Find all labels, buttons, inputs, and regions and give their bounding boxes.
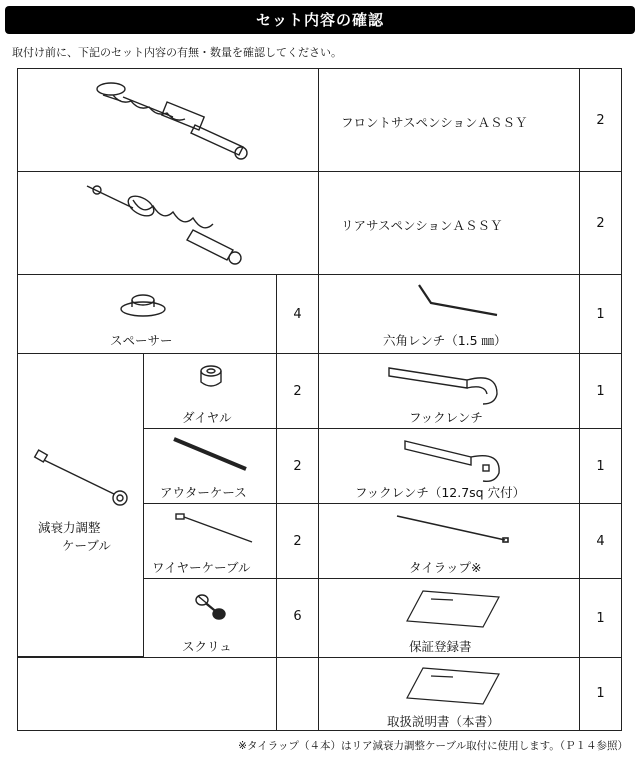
outer-case-illustration — [170, 435, 254, 475]
hook-wrench-sq-label: フックレンチ（12.7sq 穴付） — [355, 485, 526, 500]
front-suspension-name-cell — [318, 68, 580, 172]
warranty-card-qty-cell — [579, 578, 622, 658]
hex-wrench-illustration — [411, 281, 501, 321]
rear-suspension-image-cell — [17, 171, 319, 275]
warranty-card-label: 保証登録書 — [409, 639, 472, 654]
dial-qty: 2 — [293, 384, 302, 399]
front-suspension-illustration — [83, 75, 263, 167]
warranty-card-qty: 1 — [596, 611, 605, 626]
outer-case-label: アウターケース — [160, 485, 247, 500]
dial-qty-cell — [276, 353, 319, 429]
manual-cell — [318, 657, 580, 731]
cable-assembly-illustration — [34, 450, 134, 510]
manual-qty: 1 — [596, 686, 605, 701]
screw-illustration — [194, 591, 228, 621]
tie-wrap-label: タイラップ※ — [409, 560, 482, 575]
wire-cable-cell — [143, 503, 277, 579]
wire-cable-label: ワイヤーケーブル — [152, 560, 251, 575]
manual-illustration — [403, 664, 503, 708]
screw-cell — [143, 578, 277, 658]
hook-wrench-cell — [318, 353, 580, 429]
intro-text: 取付け前に、下記のセット内容の有無・数量を確認してください。 — [12, 46, 342, 59]
warranty-card-illustration — [403, 587, 503, 631]
warranty-card-cell — [318, 578, 580, 658]
front-suspension-qty-cell — [579, 68, 622, 172]
dial-cell — [143, 353, 277, 429]
dial-label: ダイヤル — [182, 410, 232, 425]
rear-suspension-label: リアサスペンションＡＳＳＹ — [341, 218, 503, 233]
hook-wrench-sq-qty-cell — [579, 428, 622, 504]
rear-suspension-name-cell — [318, 171, 580, 275]
spacer-cell — [17, 274, 277, 354]
manual-label: 取扱説明書（本書） — [387, 714, 500, 729]
screw-qty-cell — [276, 578, 319, 658]
wire-cable-illustration — [174, 512, 258, 548]
outer-case-cell — [143, 428, 277, 504]
hex-wrench-qty-cell — [579, 274, 622, 354]
manual-qty-cell — [579, 657, 622, 731]
spacer-illustration — [118, 289, 168, 319]
section-title: セット内容の確認 — [5, 6, 635, 34]
spacer-qty-cell — [276, 274, 319, 354]
outer-case-qty-cell — [276, 428, 319, 504]
rear-suspension-qty: 2 — [596, 216, 605, 231]
hex-wrench-cell — [318, 274, 580, 354]
hex-wrench-qty: 1 — [596, 307, 605, 322]
hook-wrench-sq-illustration — [401, 435, 511, 483]
screw-qty: 6 — [293, 609, 302, 624]
tie-wrap-qty: 4 — [596, 534, 605, 549]
cable-group-cell — [17, 353, 144, 657]
outer-case-qty: 2 — [293, 459, 302, 474]
rear-suspension-illustration — [83, 178, 263, 270]
empty-cell-mid — [276, 657, 319, 731]
hook-wrench-sq-qty: 1 — [596, 459, 605, 474]
screw-label: スクリュ — [182, 639, 232, 654]
hook-wrench-sq-cell — [318, 428, 580, 504]
rear-suspension-qty-cell — [579, 171, 622, 275]
empty-cell-left — [17, 657, 277, 731]
footnote: ※タイラップ（４本）はリア減衰力調整ケーブル取付に使用します。（Ｐ１４参照） — [238, 740, 628, 752]
hook-wrench-label: フックレンチ — [409, 410, 483, 425]
hook-wrench-qty: 1 — [596, 384, 605, 399]
dial-illustration — [196, 362, 226, 392]
wire-cable-qty: 2 — [293, 534, 302, 549]
tie-wrap-illustration — [393, 512, 513, 548]
hook-wrench-qty-cell — [579, 353, 622, 429]
front-suspension-image-cell — [17, 68, 319, 172]
cable-group-label-line1: 減衰力調整 — [38, 520, 101, 535]
hook-wrench-illustration — [385, 360, 505, 404]
front-suspension-label: フロントサスペンションＡＳＳＹ — [341, 115, 528, 130]
cable-group-label-line2: ケーブル — [62, 538, 111, 553]
wire-cable-qty-cell — [276, 503, 319, 579]
tie-wrap-cell — [318, 503, 580, 579]
spacer-qty: 4 — [293, 307, 302, 322]
front-suspension-qty: 2 — [596, 113, 605, 128]
tie-wrap-qty-cell — [579, 503, 622, 579]
spacer-label: スペーサー — [110, 333, 173, 348]
hex-wrench-label: 六角レンチ（1.5 ㎜） — [383, 333, 507, 348]
